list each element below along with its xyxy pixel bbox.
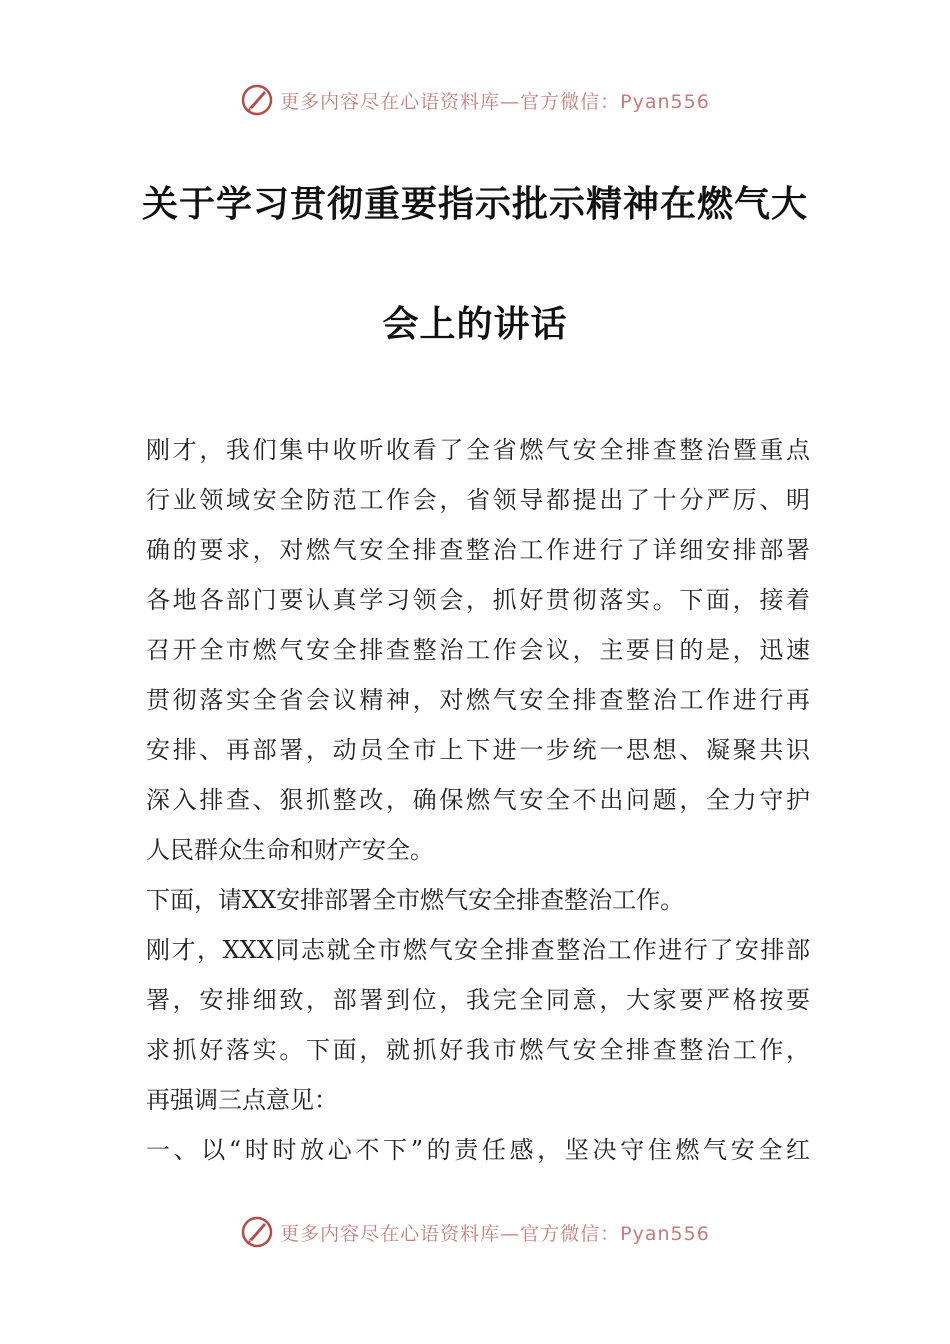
watermark-label: 更多内容尽在心语资料库—官方微信：Pyan556 xyxy=(280,1222,710,1245)
document-title-line-1: 关于学习贯彻重要指示批示精神在燃气大 xyxy=(141,184,808,225)
footer-watermark xyxy=(0,1212,950,1252)
watermark-id: Pyan556 xyxy=(620,90,710,113)
body-line: 确的要求，对燃气安全排查整治工作进行了详细安排部署 xyxy=(146,536,810,564)
document-title-line-2: 会上的讲话 xyxy=(382,304,568,345)
body-line: 人民群众生命和财产安全。 xyxy=(146,836,434,864)
body-line: 署，安排细致，部署到位，我完全同意，大家要严格按要 xyxy=(146,986,810,1014)
body-line: 各地各部门要认真学习领会，抓好贯彻落实。下面，接着 xyxy=(146,586,810,614)
body-line: 贯彻落实全省会议精神，对燃气安全排查整治工作进行再 xyxy=(146,686,810,714)
body-line: 再强调三点意见： xyxy=(146,1086,338,1114)
body-line: 刚才，XXX同志就全市燃气安全排查整治工作进行了安排部 xyxy=(146,936,810,964)
watermark-id: Pyan556 xyxy=(620,1222,710,1245)
document-body xyxy=(146,425,810,1175)
body-line: 刚才，我们集中收听收看了全省燃气安全排查整治暨重点 xyxy=(146,436,810,464)
body-line: 求抓好落实。下面，就抓好我市燃气安全排查整治工作， xyxy=(146,1036,810,1064)
body-line: 安排、再部署，动员全市上下进一步统一思想、凝聚共识 xyxy=(146,736,810,764)
body-line: 一、以“时时放心不下”的责任感，坚决守住燃气安全红 xyxy=(146,1136,810,1164)
quill-logo-icon xyxy=(240,83,274,117)
watermark-label: 更多内容尽在心语资料库—官方微信：Pyan556 xyxy=(280,90,710,113)
body-line: 行业领域安全防范工作会，省领导都提出了十分严厉、明 xyxy=(146,486,810,514)
quill-logo-icon xyxy=(240,1215,274,1249)
header-watermark xyxy=(0,80,950,120)
body-line: 深入排查、狠抓整改，确保燃气安全不出问题，全力守护 xyxy=(146,786,810,814)
body-line: 下面，请XX安排部署全市燃气安全排查整治工作。 xyxy=(146,886,685,914)
body-line: 召开全市燃气安全排查整治工作会议，主要目的是，迅速 xyxy=(146,636,810,664)
